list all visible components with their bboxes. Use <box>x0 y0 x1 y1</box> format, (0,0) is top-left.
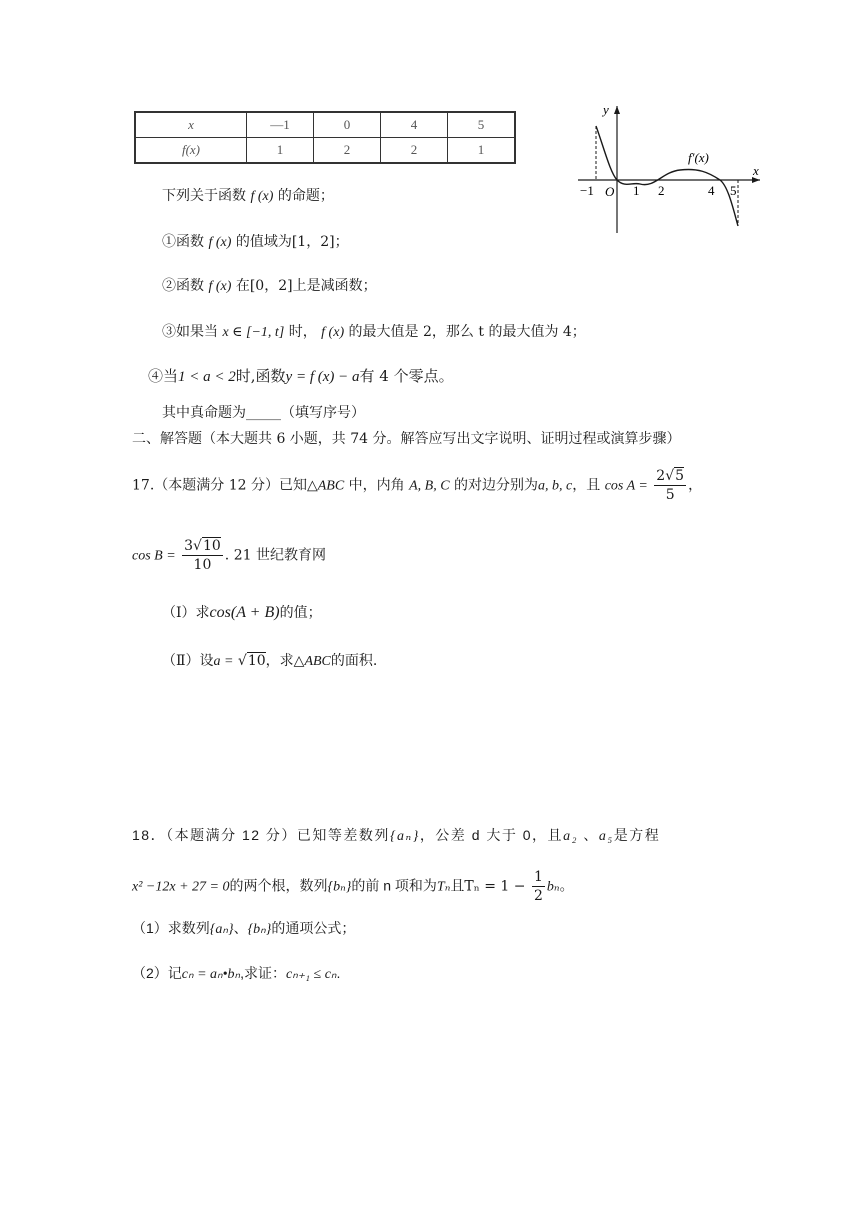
text: 的值域为[1，2]； <box>231 234 349 250</box>
math: cos A = <box>604 478 648 494</box>
text: 是方程 <box>613 827 661 843</box>
text: . <box>336 965 341 981</box>
text: ，求 <box>265 653 294 669</box>
text: 的最大值是 2，那么 t 的最大值为 4； <box>344 324 586 340</box>
derivative-graph <box>570 98 770 238</box>
curve-label: f′(x) <box>688 150 709 165</box>
fraction-cosB: $\frac{3√10}{10}$ <box>184 538 221 573</box>
tick-label-4: 4 <box>708 183 715 198</box>
value-table <box>134 111 516 164</box>
table-row-fx <box>135 138 515 164</box>
text: 5 <box>665 487 675 503</box>
math: {aₙ} <box>209 922 234 937</box>
text: 下列关于函数 <box>162 188 251 204</box>
table-cell: 5 <box>448 112 516 138</box>
table-header-x: x <box>135 112 247 138</box>
proposition-1 <box>162 231 349 251</box>
text: ③如果当 <box>162 324 223 340</box>
text: 10 <box>202 538 221 554</box>
text: ， <box>688 477 703 494</box>
text: ，公差 d 大于 0，且 <box>419 827 564 843</box>
x-label: x <box>753 163 759 178</box>
table-cell: 1 <box>448 138 516 164</box>
math: a, b, c <box>538 478 573 494</box>
text: 的两个根，数列 <box>229 878 328 895</box>
text: ，且 <box>572 477 601 494</box>
table-cell: 0 <box>314 112 381 138</box>
q16-fill-blank: 其中真命题为_____（填写序号） <box>162 405 365 421</box>
text: （2）记 <box>132 965 182 981</box>
text: 5 <box>675 468 685 484</box>
math: Tₙ <box>436 879 451 895</box>
text: ④当 <box>148 367 179 385</box>
text: 的命题； <box>273 188 334 204</box>
math: a₂ <box>563 829 578 844</box>
origin-label: O <box>605 184 615 199</box>
table-cell: 4 <box>381 112 448 138</box>
text: 10 <box>247 653 266 669</box>
y-label: y <box>603 102 609 117</box>
table-cell: —1 <box>247 112 314 138</box>
q17-statement <box>132 467 702 504</box>
text: （Ⅰ）求 <box>162 605 210 621</box>
text: ①函数 <box>162 234 209 250</box>
section-heading: 二、解答题（本大题共 6 小题，共 74 分。解答应写出文字说明、证明过程或演算步骤） <box>132 431 681 447</box>
math: y = f (x) − a <box>285 369 360 385</box>
text: 17.（本题满分 12 分）已知 <box>132 477 307 494</box>
math: cos B = <box>132 548 176 564</box>
math: x² −12x + 27 = 0 <box>132 879 230 895</box>
text: 3 <box>184 538 194 554</box>
math: cos(A + B) <box>209 604 280 621</box>
text: 的面积. <box>330 653 378 669</box>
text: （Ⅱ）设 <box>162 653 214 669</box>
math: A, B, C <box>409 478 450 494</box>
math: f (x) <box>321 325 345 340</box>
text: 。 <box>559 878 574 895</box>
q18-part1 <box>132 918 355 938</box>
text: 中，内角 <box>344 477 410 494</box>
table-cell: 2 <box>381 138 448 164</box>
text: 在[0，2]上是减函数； <box>231 278 377 294</box>
text: （1）求数列 <box>132 920 210 936</box>
q17-cosB <box>132 537 326 574</box>
text: 2 <box>656 468 666 484</box>
math: f (x) <box>208 279 232 294</box>
text: 、 <box>233 920 248 936</box>
text: 10 <box>193 557 212 573</box>
text: 有 4 个零点。 <box>359 367 454 385</box>
q16-intro <box>162 185 334 205</box>
text: 2 <box>533 888 543 904</box>
text: ,求证： <box>240 965 286 981</box>
y-axis-arrow <box>614 106 620 114</box>
q17-part2: （Ⅱ）设a = √10，求△ABC的面积. <box>162 653 378 669</box>
q18-statement-line1 <box>132 825 660 845</box>
math: {bₙ} <box>247 922 272 937</box>
text: 的值； <box>279 605 322 621</box>
math: a₅ <box>598 829 614 844</box>
math: bₙ <box>546 879 560 895</box>
table-row-x <box>135 112 515 138</box>
q17-part1 <box>162 602 322 622</box>
table-header-fx: f(x) <box>135 138 247 164</box>
text: 的对边分别为 <box>449 477 539 494</box>
text: 18．（本题满分 12 分）已知等差数列 <box>132 827 390 843</box>
table-cell: 2 <box>314 138 381 164</box>
math: cₙ₊₁ ≤ cₙ <box>285 967 337 982</box>
fraction-half <box>532 868 545 905</box>
math: f (x) <box>250 189 274 204</box>
tick-label-neg1: −1 <box>580 183 594 198</box>
tick-label-5: 5 <box>730 183 737 198</box>
text: 的通项公式； <box>271 920 356 936</box>
text: 时,函数 <box>235 367 286 385</box>
tick-label-1: 1 <box>633 183 640 198</box>
text: 且Tₙ = 1 − <box>450 878 526 895</box>
text: . 21 世纪教育网 <box>224 547 326 564</box>
math: △ABC <box>293 654 331 669</box>
math: f (x) <box>208 235 232 250</box>
text: ②函数 <box>162 278 209 294</box>
math: x ∈ [−1, t] <box>222 325 285 340</box>
tick-label-2: 2 <box>658 183 665 198</box>
math: △ABC <box>306 478 345 494</box>
fraction-cosA: $\frac{2√5}{5}$ <box>656 468 685 503</box>
text: 时， <box>284 324 322 340</box>
proposition-4 <box>148 365 454 386</box>
text: 1 <box>533 869 543 885</box>
text: 的前 n 项和为 <box>351 877 437 894</box>
math: {bₙ} <box>327 879 352 895</box>
q18-part2 <box>132 963 340 983</box>
proposition-3 <box>162 321 586 341</box>
math: {aₙ} <box>389 829 420 844</box>
q18-statement-line2 <box>132 868 574 905</box>
table-cell: 1 <box>247 138 314 164</box>
text: 、 <box>583 827 599 843</box>
math: cₙ = aₙ•bₙ <box>181 967 241 982</box>
proposition-2 <box>162 275 377 295</box>
math: a = <box>213 654 234 669</box>
math: 1 < a < 2 <box>178 369 236 385</box>
